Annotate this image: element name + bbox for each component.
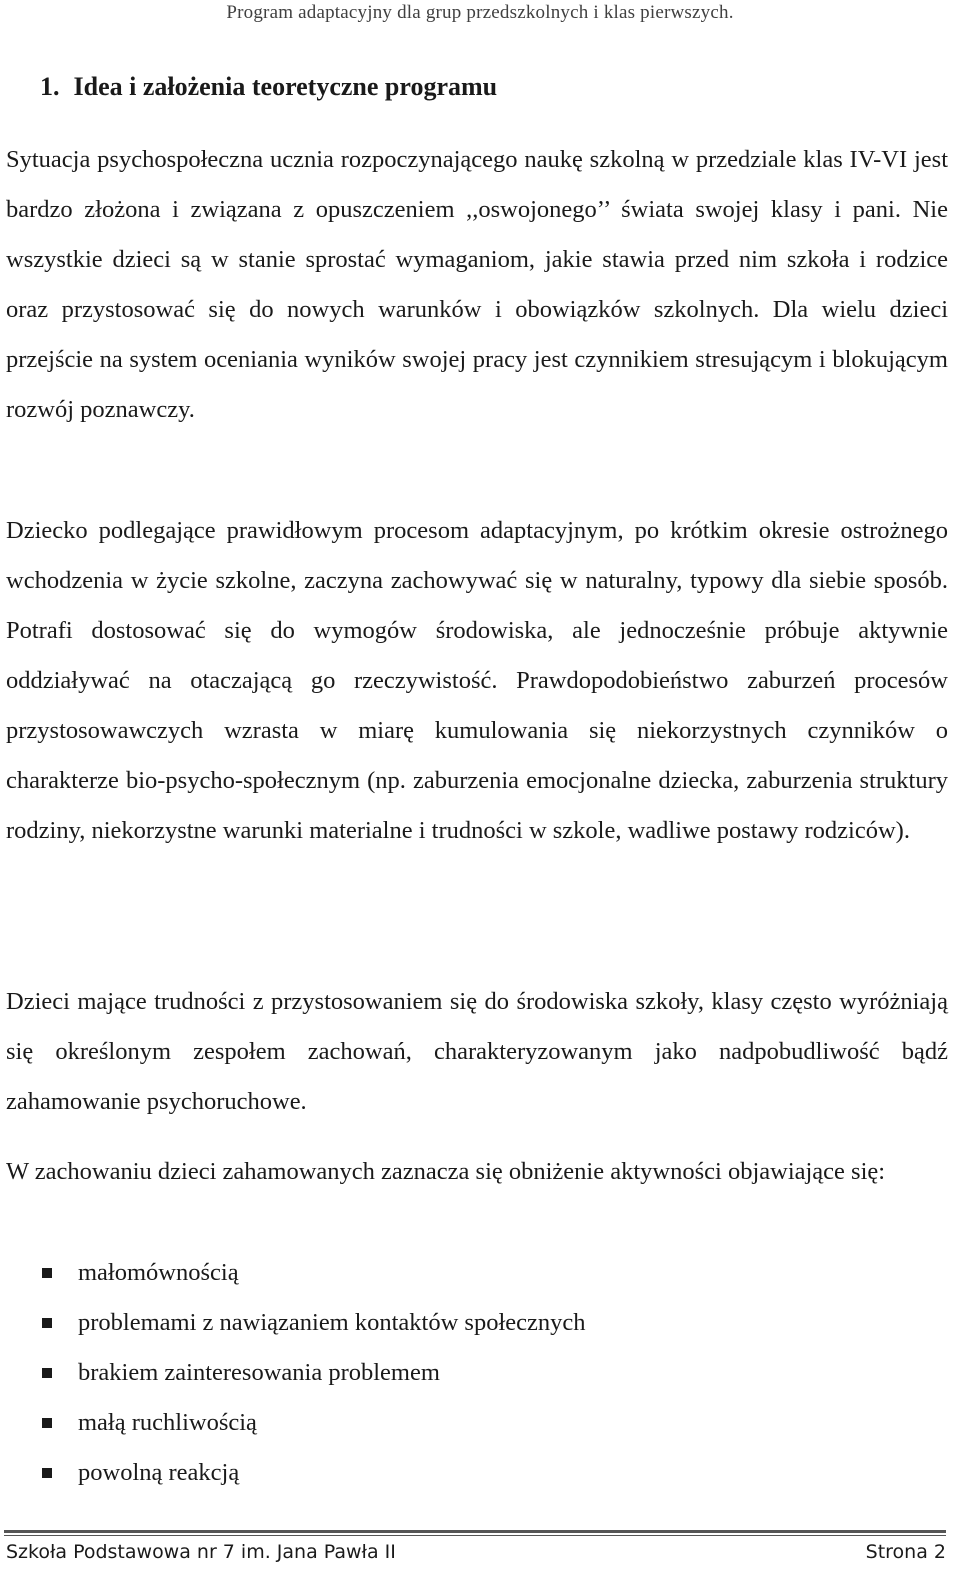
list-item-text: powolną reakcją [78, 1459, 240, 1486]
square-bullet-icon [42, 1468, 52, 1478]
list-item [6, 1248, 586, 1298]
section-number: 1. [40, 72, 60, 101]
square-bullet-icon [42, 1368, 52, 1378]
footer-page-number: Strona 2 [865, 1541, 946, 1563]
paragraph-1: Sytuacja psychospołeczna ucznia rozpoczynającego naukę szkolną w przedziale klas IV-VI jest bardzo złożona i związana z opuszczeniem ,,oswojonego’’ świata swojej klasy i pani. Nie wszystkie dzieci są w stanie sprostać wymaganiom, jakie stawia przed nim szkoła i rodzice oraz przystosować się do nowych warunków i obowiązków szkolnych. Dla wielu dzieci przejście na system oceniania wyników swojej pracy jest czynnikiem stresującym i blokującym rozwój poznawczy. [6, 146, 948, 423]
section-heading [40, 72, 497, 102]
list-item-text: brakiem zainteresowania problemem [78, 1359, 440, 1386]
running-header: Program adaptacyjny dla grup przedszkolnych i klas pierwszych. [226, 2, 734, 23]
section-title: Idea i założenia teoretyczne programu [73, 72, 498, 101]
list-item-text: problemami z nawiązaniem kontaktów społecznych [78, 1309, 586, 1336]
list-item [6, 1448, 586, 1498]
footer-school-name: Szkoła Podstawowa nr 7 im. Jana Pawła II [6, 1541, 396, 1563]
paragraph-4: W zachowaniu dzieci zahamowanych zaznacza się obniżenie aktywności objawiające się: [6, 1158, 886, 1185]
footer-divider-thick [4, 1530, 946, 1533]
list-item-text: małą ruchliwością [78, 1409, 257, 1436]
list-item [6, 1398, 586, 1448]
square-bullet-icon [42, 1418, 52, 1428]
list-item [6, 1348, 586, 1398]
square-bullet-icon [42, 1268, 52, 1278]
list-item [6, 1298, 586, 1348]
square-bullet-icon [42, 1318, 52, 1328]
list-item-text: małomównością [78, 1259, 239, 1286]
paragraph-3: Dzieci mające trudności z przystosowaniem się do środowiska szkoły, klasy często wyróżniają się określonym zespołem zachowań, charakteryzowanym jako nadpobudliwość bądź zahamowanie psychoruchowe. [6, 988, 948, 1115]
symptom-list [6, 1248, 586, 1498]
footer-divider-thin [4, 1535, 946, 1536]
paragraph-2: Dziecko podlegające prawidłowym procesom adaptacyjnym, po krótkim okresie ostrożnego wchodzenia w życie szkolne, zaczyna zachowywać się w naturalny, typowy dla siebie sposób. Potrafi dostosować się do wymogów środowiska, ale jednocześnie próbuje aktywnie oddziaływać na otaczającą go rzeczywistość. Prawdopodobieństwo zaburzeń procesów przystosowawczych wzrasta w miarę kumulowania się niekorzystnych czynników o charakterze bio-psycho-społecznym (np. zaburzenia emocjonalne dziecka, zaburzenia struktury rodziny, niekorzystne warunki materialne i trudności w szkole, wadliwe postawy rodziców). [6, 517, 948, 844]
